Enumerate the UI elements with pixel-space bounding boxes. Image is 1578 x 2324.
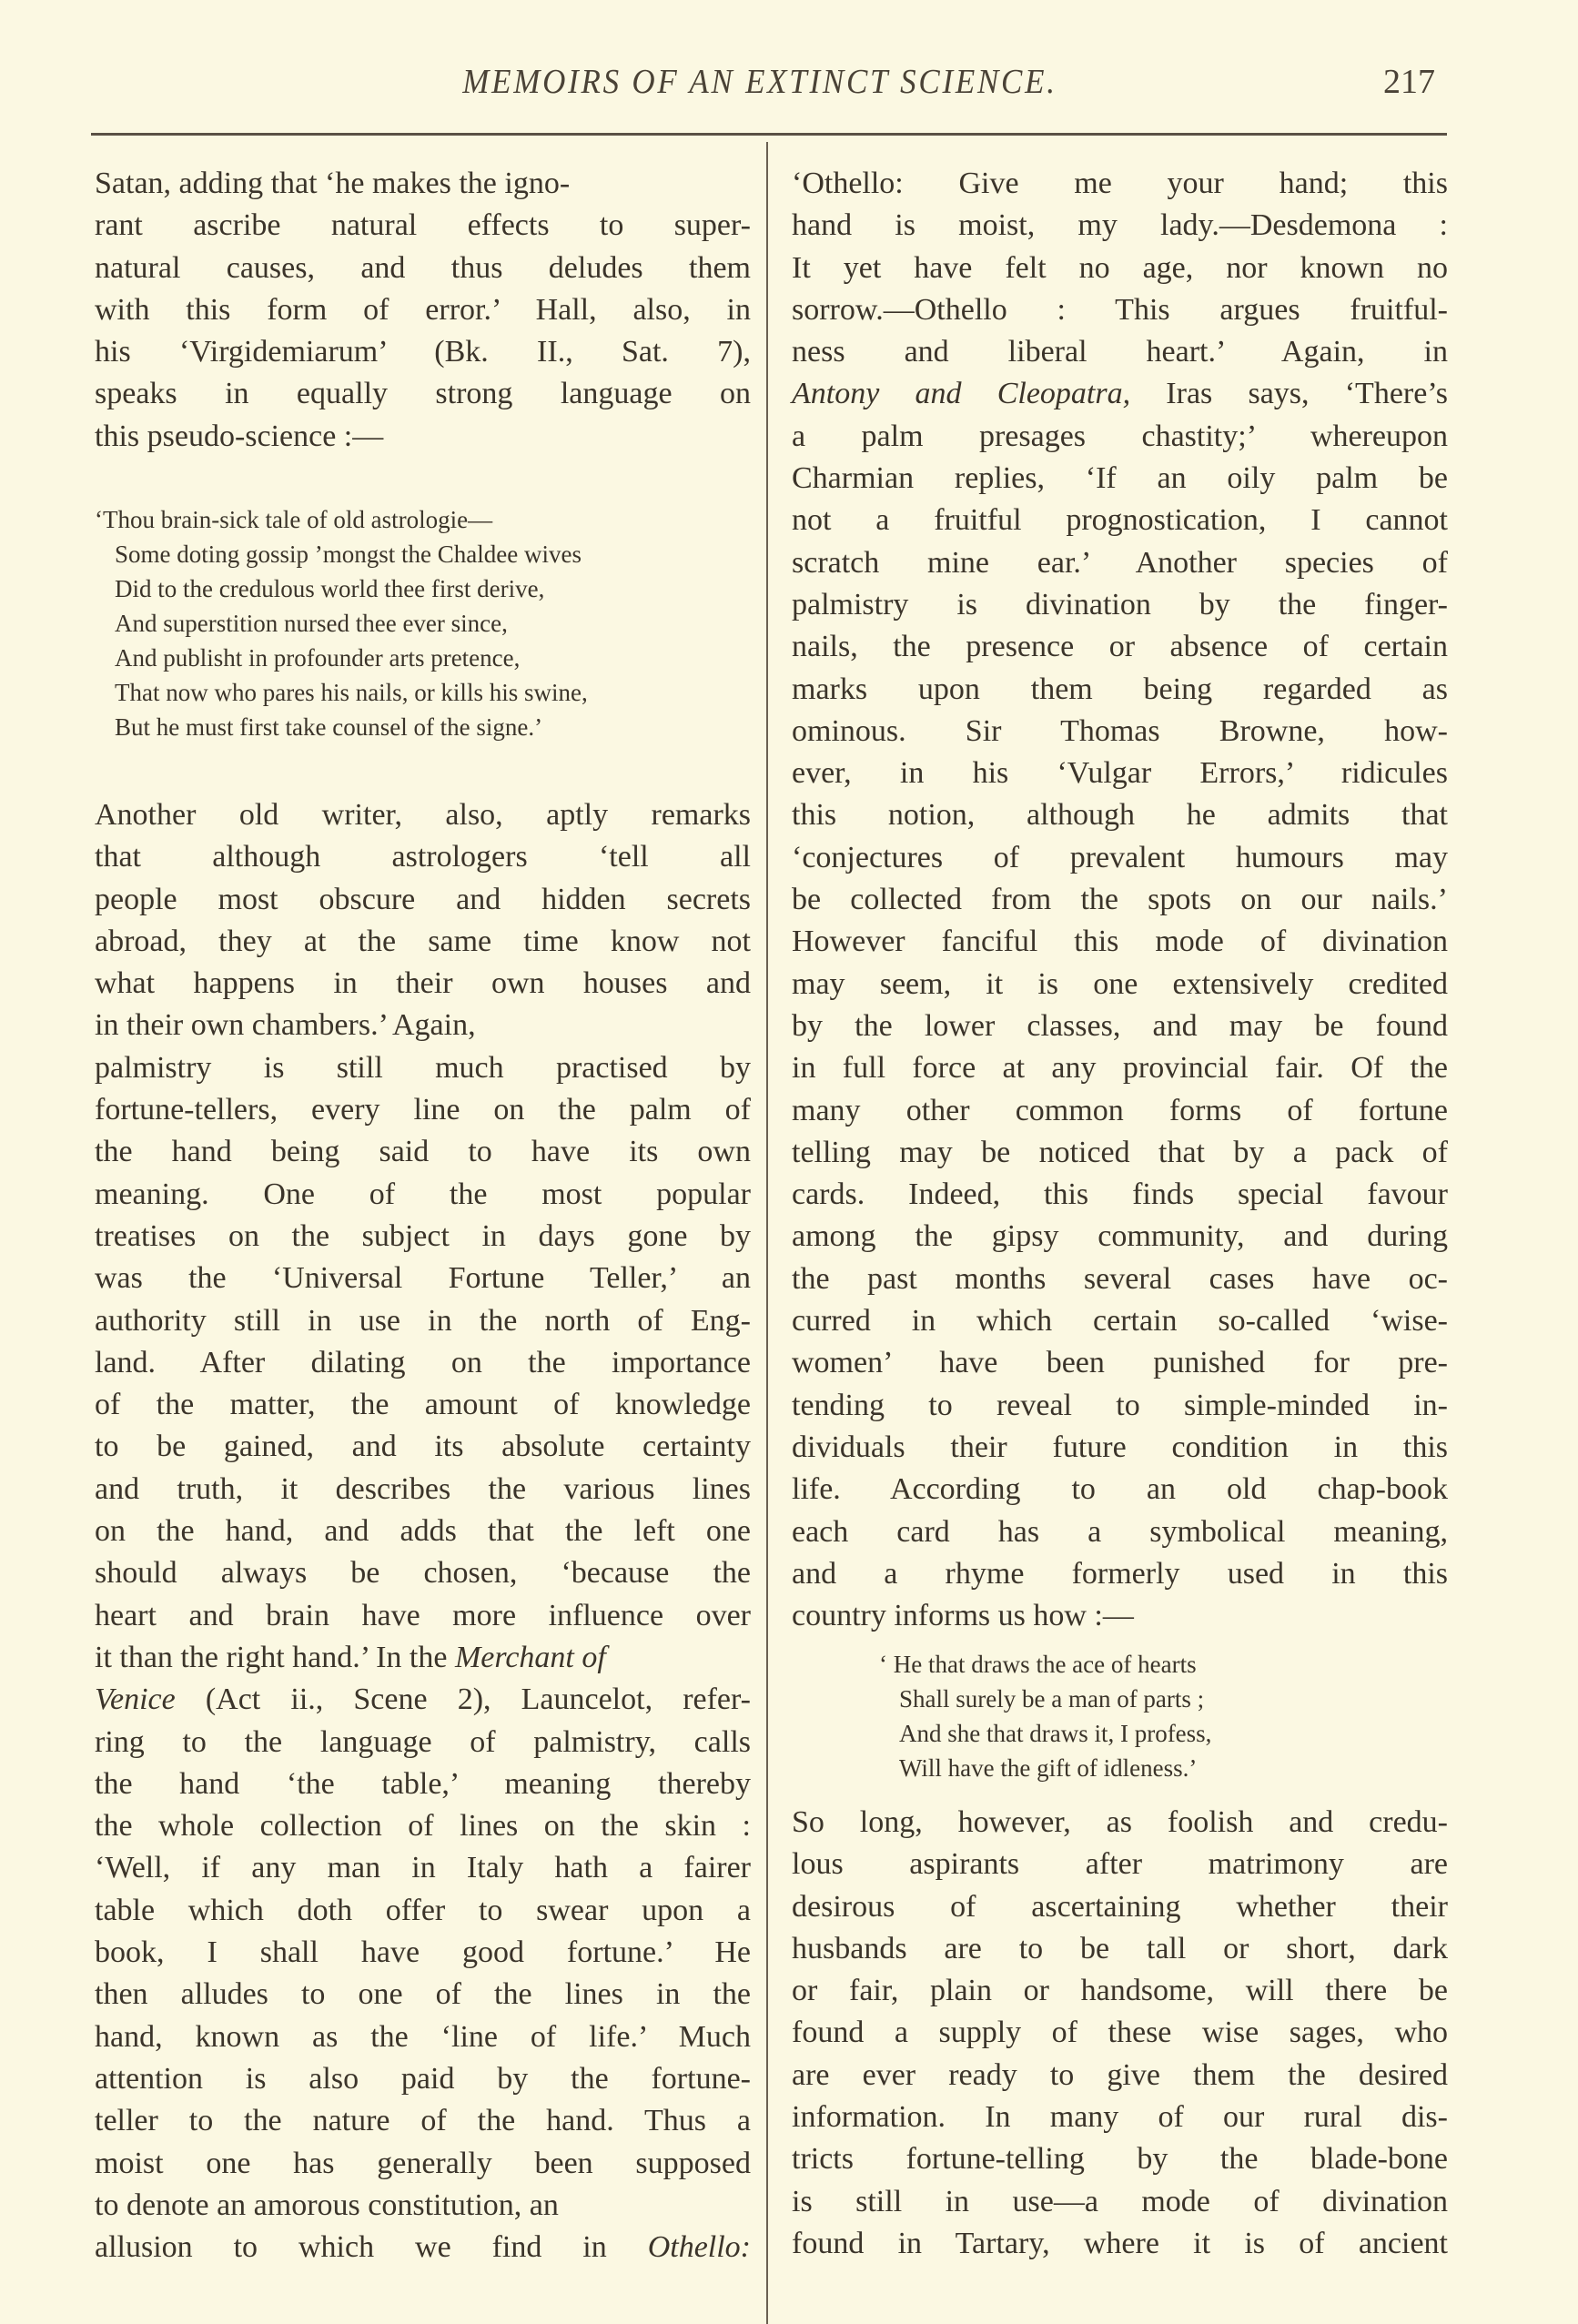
poem-line: That now who pares his nails, or kills his swine, [115, 679, 588, 706]
text-line: that although astrologers ‘tell all [95, 840, 751, 874]
text-line: table which doth offer to swear upon a [95, 1893, 751, 1927]
poem-line: And superstition nursed thee ever since, [115, 610, 508, 637]
text-line: found a supply of these wise sages, who [792, 2016, 1448, 2050]
page-number: 217 [1383, 63, 1435, 101]
text-line: book, I shall have good fortune.’ He [95, 1935, 751, 1970]
text-line: found in Tartary, where it is of ancient [792, 2226, 1448, 2260]
text-line: the hand ‘the table,’ meaning thereby [95, 1766, 751, 1801]
poem-line: And she that draws it, I profess, [899, 1720, 1212, 1747]
text-line: ‘conjectures of prevalent humours may [792, 840, 1448, 874]
text-line: treatises on the subject in days gone by [95, 1218, 751, 1253]
italic-title: Antony and Cleopatra, [792, 377, 1131, 411]
poem-line: Did to the credulous world thee first derive, [115, 575, 545, 602]
poem-line: ‘ He that draws the ace of hearts [879, 1651, 1197, 1678]
text-line: Another old writer, also, aptly remarks [95, 798, 751, 832]
text-line: or fair, plain or handsome, will there be [792, 1974, 1448, 2008]
text-line: was the ‘Universal Fortune Teller,’ an [95, 1261, 751, 1296]
text-line: women’ have been punished for pre- [792, 1346, 1448, 1380]
text-line: However fanciful this mode of divination [792, 925, 1448, 959]
italic-title: Merchant of [454, 1640, 606, 1674]
text-line: ‘Well, if any man in Italy hath a fairer [95, 1851, 751, 1885]
right-paragraph-2 [792, 1802, 1448, 2265]
right-poem-quote [879, 1647, 1425, 1785]
text-line: telling may be noticed that by a pack of [792, 1135, 1448, 1169]
text-line: hand, known as the ‘line of life.’ Much [95, 2019, 751, 2054]
text-line: land. After dilating on the importance [95, 1345, 751, 1379]
left-paragraph-1 [95, 163, 751, 458]
text-line: with this form of error.’ Hall, also, in [95, 292, 751, 327]
text-line: Charmian replies, ‘If an oily palm be [792, 461, 1448, 496]
text-line: people most obscure and hidden secrets [95, 882, 751, 916]
italic-title: Othello: [647, 2230, 751, 2265]
text-line: hand is moist, my lady.—Desdemona : [792, 208, 1448, 243]
text-segment: (Act ii., Scene 2), Launcelot, refer- [175, 1682, 751, 1717]
text-line [95, 2227, 751, 2268]
text-line: marks upon them being regarded as [792, 672, 1448, 706]
text-line: each card has a symbolical meaning, [792, 1514, 1448, 1549]
text-line: information. In many of our rural dis- [792, 2100, 1448, 2135]
text-line: what happens in their own houses and [95, 966, 751, 1001]
text-line: So long, however, as foolish and credu- [792, 1805, 1448, 1839]
text-line: nails, the presence or absence of certain [792, 630, 1448, 664]
text-line: husbands are to be tall or short, dark [792, 1931, 1448, 1965]
text-line: ominous. Sir Thomas Browne, how- [792, 713, 1448, 748]
text-line: heart and brain have more influence over [95, 1598, 751, 1632]
text-line: a palm presages chastity;’ whereupon [792, 419, 1448, 453]
text-line: of the matter, the amount of knowledge [95, 1388, 751, 1422]
text-line: desirous of ascertaining whether their [792, 1889, 1448, 1924]
text-line: Satan, adding that ‘he makes the igno- [95, 167, 571, 200]
running-header-title: MEMOIRS OF AN EXTINCT SCIENCE. [462, 63, 1057, 101]
text-line: country informs us how :— [792, 1599, 1134, 1633]
left-poem-quote [95, 502, 751, 744]
text-line: this pseudo-science :— [95, 419, 384, 453]
text-line: ness and liberal heart.’ Again, in [792, 335, 1448, 369]
text-line: tricts fortune-telling by the blade-bone [792, 2142, 1448, 2177]
poem-line: And publisht in profounder arts pretence, [115, 644, 521, 672]
text-line: rant ascribe natural effects to super- [95, 208, 751, 243]
text-line: should always be chosen, ‘because the [95, 1556, 751, 1591]
column-divider [766, 142, 768, 2324]
text-line: dividuals their future condition in this [792, 1430, 1448, 1464]
text-line: many other common forms of fortune [792, 1093, 1448, 1127]
text-line: to be gained, and its absolute certainty [95, 1430, 751, 1464]
header-rule [91, 133, 1447, 136]
text-line: may seem, it is one extensively credited [792, 966, 1448, 1001]
text-line: cards. Indeed, this finds special favour [792, 1177, 1448, 1212]
text-line: this notion, although he admits that [792, 798, 1448, 833]
text-line: attention is also paid by the fortune- [95, 2061, 751, 2096]
text-line: moist one has generally been supposed [95, 2146, 751, 2180]
text-line: natural causes, and thus deludes them [95, 250, 751, 285]
text-segment: Iras says, ‘There’s [1130, 377, 1449, 411]
poem-line: But he must first take counsel of the signe.’ [115, 713, 543, 741]
right-paragraph-1 [792, 163, 1448, 1637]
text-line: are ever ready to give them the desired [792, 2057, 1448, 2092]
text-line: scratch mine ear.’ Another species of [792, 545, 1448, 580]
text-line: in their own chambers.’ Again, [95, 1008, 476, 1043]
text-line [95, 1679, 751, 1721]
text-line: fortune-tellers, every line on the palm of [95, 1093, 751, 1127]
text-line: then alludes to one of the lines in the [95, 1977, 751, 2012]
text-line: the hand being said to have its own [95, 1135, 751, 1169]
text-line: sorrow.—Othello : This argues fruitful- [792, 292, 1448, 327]
text-line: palmistry is still much practised by [95, 1050, 751, 1085]
text-line: ring to the language of palmistry, calls [95, 1724, 751, 1759]
text-segment: it than the right hand.’ In the [95, 1640, 455, 1674]
text-line: the past months several cases have oc- [792, 1261, 1448, 1296]
poem-line: Shall surely be a man of parts ; [899, 1685, 1205, 1713]
text-line: abroad, they at the same time know not [95, 924, 751, 958]
text-line: not a fruitful prognostication, I cannot [792, 503, 1448, 538]
text-line: ever, in his ‘Vulgar Errors,’ ridicules [792, 756, 1448, 791]
text-line: speaks in equally strong language on [95, 377, 751, 411]
text-line: his ‘Virgidemiarum’ (Bk. II., Sat. 7), [95, 335, 751, 369]
text-line: ‘Othello: Give me your hand; this [792, 167, 1448, 200]
text-line: in full force at any provincial fair. Of the [792, 1051, 1448, 1086]
text-line: to denote an amorous constitution, an [95, 2188, 559, 2222]
poem-line: ‘Thou brain-sick tale of old astrologie— [95, 506, 493, 533]
text-line [792, 373, 1448, 415]
text-line [95, 1637, 751, 1679]
text-line: and a rhyme formerly used in this [792, 1556, 1448, 1591]
left-paragraph-2 [95, 794, 751, 2268]
text-line: and truth, it describes the various lines [95, 1471, 751, 1506]
text-line: lous aspirants after matrimony are [792, 1847, 1448, 1882]
text-line: authority still in use in the north of Eng- [95, 1303, 751, 1338]
text-line: be collected from the spots on our nails.’ [792, 883, 1448, 917]
text-line: It yet have felt no age, nor known no [792, 250, 1448, 285]
italic-title: Venice [95, 1682, 176, 1717]
poem-line: Will have the gift of idleness.’ [899, 1754, 1198, 1782]
text-line: palmistry is divination by the finger- [792, 587, 1448, 621]
text-line: by the lower classes, and may be found [792, 1008, 1448, 1043]
text-line: teller to the nature of the hand. Thus a [95, 2104, 751, 2138]
text-line: curred in which certain so-called ‘wise- [792, 1304, 1448, 1339]
poem-line: Some doting gossip ’mongst the Chaldee wives [115, 541, 582, 568]
text-segment: allusion to which we find in [95, 2230, 648, 2265]
text-line: life. According to an old chap-book [792, 1472, 1448, 1507]
text-line: on the hand, and adds that the left one [95, 1514, 751, 1549]
text-line: is still in use—a mode of divination [792, 2184, 1448, 2218]
text-line: tending to reveal to simple-minded in- [792, 1388, 1448, 1422]
text-line: among the gipsy community, and during [792, 1219, 1448, 1254]
text-line: meaning. One of the most popular [95, 1177, 751, 1211]
text-line: the whole collection of lines on the skin : [95, 1809, 751, 1844]
